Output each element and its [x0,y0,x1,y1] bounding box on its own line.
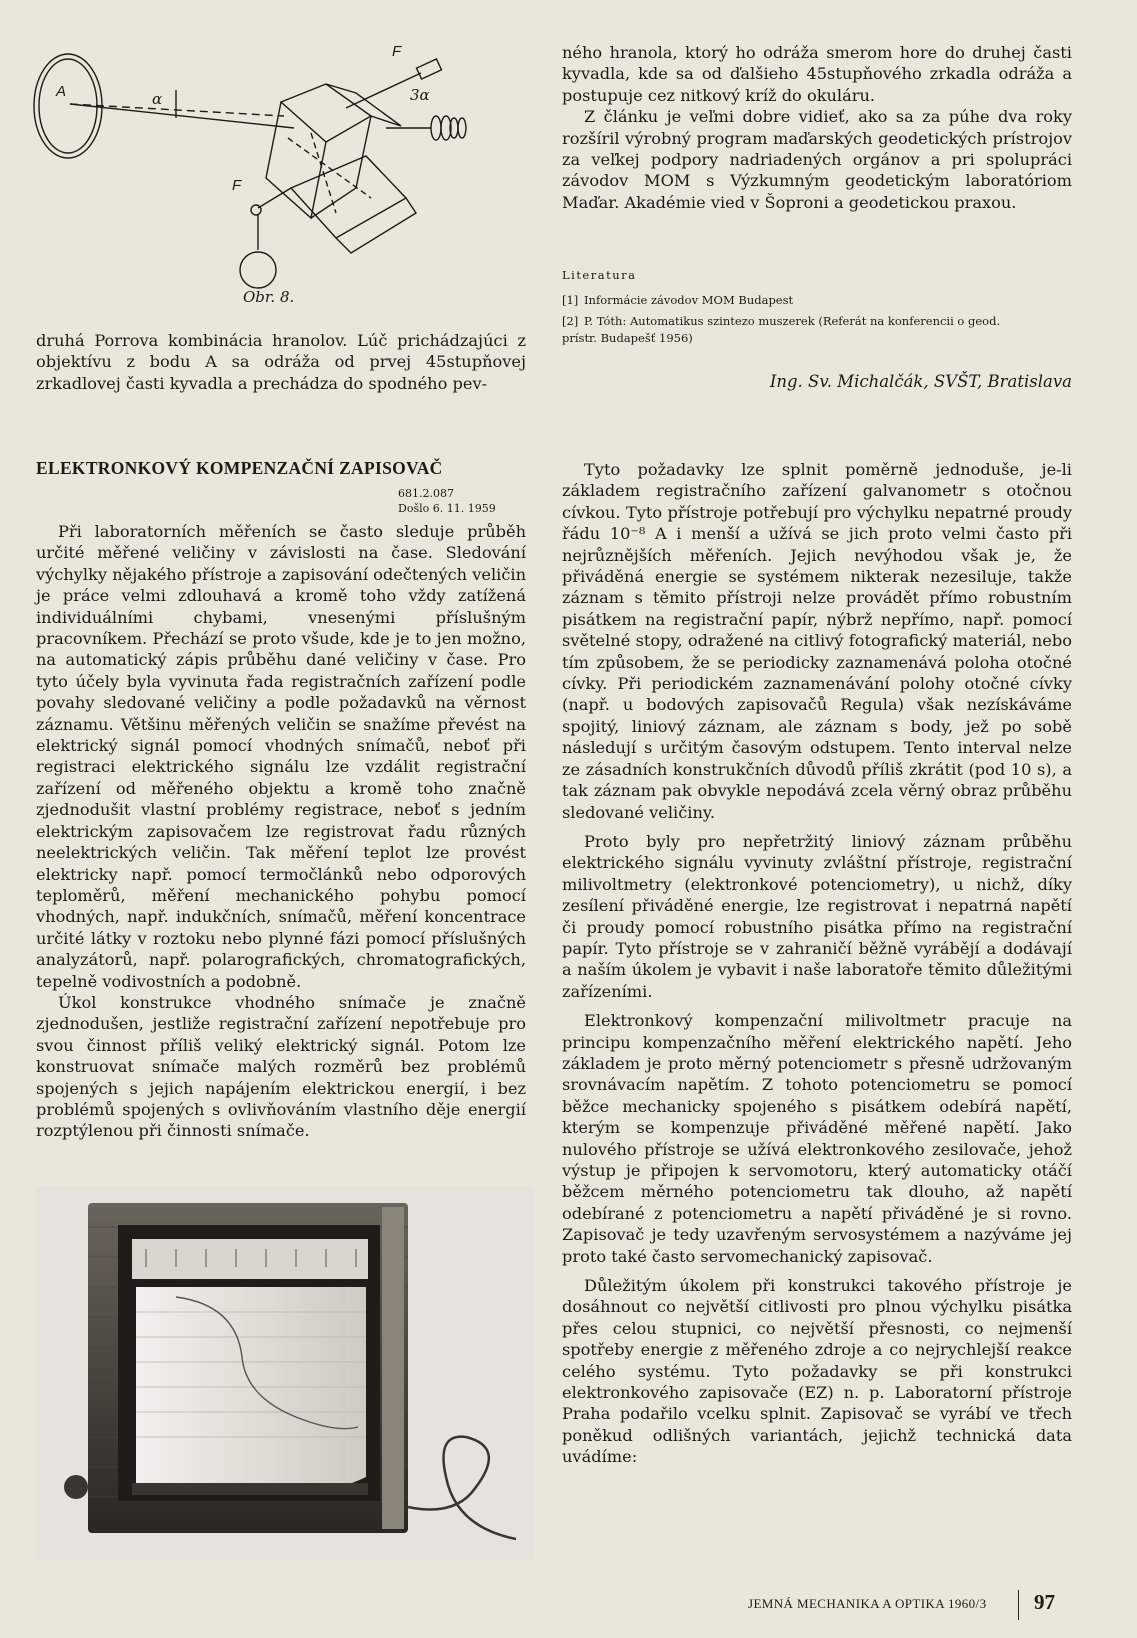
reference-item: [2] P. Tóth: Automatikus szintezo muszerek (Referát na konferencii o geod. [562,314,1001,328]
article-heading: ELEKTRONKOVÝ KOMPENZAČNÍ ZAPISOVAČ [36,458,443,478]
article-meta [398,486,496,516]
paragraph: ného hranola, ktorý ho odráža smerom hore do druhej časti kyvadla, kde sa od ďalšieho 45stupňového zrkadla odráža a postupuje cez nitkový kríž do okuláru. [562,43,1072,105]
literature-section [562,268,1072,347]
paragraph: Důležitým úkolem při konstrukci takového přístroje je dosáhnout co největší citlivosti pro plnou výchylku pisátka přes celou stupnici, co největší přesnosti, co nejmenší spotřeby energie z měřeného zdroje a co nejrychlejší reakce celého systému. Tyto požadavky se při konstrukci elektronkového zapisovače (EZ) n. p. Laboratorní přístroje Praha podařilo vcelku splnit. Zapisovač se vyrábí ve třech poněkud odlišných variantách, jejichž technická data uvádíme: [562,1276,1072,1467]
paragraph: Elektronkový kompenzační milivoltmetr pracuje na principu kompenzačního měření elektrického napětí. Jeho základem je proto měrný potenciometr s přesně udržovaným srovnávacím napětím. Z tohoto potenciometru se pomocí běžce mechanicky spojeného s pisátkem odebírá napětí, kterým se kompenzuje přiváděné měřené napětí. Jako nulového přístroje se užívá elektronkového zesilovače, jehož výstup je připojen k servomotoru, který automaticky otáčí běžcem měrného potenciometru tak dlouho, až napětí odebírané z potenciometru a napětí přiváděné je si rovno. Zapisovač je tedy uzavřeným servosystémem a nazýváme jej proto také často servomechanický zapisovač. [562,1011,1072,1266]
right-top-text [562,42,1072,213]
chart-paper-shape [136,1287,366,1490]
recorder-photo [36,1187,534,1561]
label-alpha: α [152,90,163,108]
label-f-top: F [392,43,402,60]
article-received: Došlo 6. 11. 1959 [398,502,496,515]
knob-shape [64,1475,88,1499]
page-number: 97 [1034,1590,1055,1614]
author-line: Ing. Sv. Michalčák, SVŠT, Bratislava [769,372,1072,391]
paragraph: Tyto požadavky lze splnit poměrně jednoduše, je-li základem registračního zařízení galvanometr s otočnou cívkou. Tyto přístroje potřebují pro výchylku nepatrné proudy řádu 10⁻⁸ A i menší a užívá se jich proto velmi často při nejrůznějších měřeních. Jejich nevýhodou však je, že přiváděná energie se systémem nikterak nezesiluje, takže záznam s těmito přístroji nelze provádět přímo robustním pisátkem na registrační papír, nýbrž nepřímo, např. pomocí světelné stopy, odražené na citlivý fotografický materiál, nebo tím způsobem, že se periodicky zaznamenává poloha otočné cívky. Při periodickém zaznamenávání polohy otočné cívky (např. u bodových zapisovačů Regula) však nezískáváme spojitý, liniový záznam, ale záznam s body, jež po sobě následují s určitým časovým odstupem. Tento interval nelze ze zásadních konstrukčních důvodů příliš zkrátit (pod 10 s), a tak záznam pak obvykle nepodává zcela věrný obraz průběhu sledované veličiny. [562,460,1072,822]
paragraph: Úkol konstrukce vhodného snímače je značně zjednodušen, jestliže registrační zařízení nepotřebuje pro svou činnost příliš veliký elektrický signál. Potom lze konstruovat snímače malých rozměrů bez problémů spojených s jejich napájením elektrickou energií, i bez problémů spojených s ovlivňováním vlastního děje energií rozptýlenou při činnosti snímače. [36,992,526,1141]
paragraph: druhá Porrova kombinácia hranolov. Lúč prichádzajúci z objektívu z bodu A sa odráža od prvej 45stupňovej zrkadlovej časti kyvadla a prechádza do spodného pev- [36,331,526,393]
article-code: 681.2.087 [398,487,454,500]
left-top-text [36,330,526,394]
paragraph: Při laboratorních měřeních se často sleduje průběh určité měřené veličiny v závislosti na čase. Sledování výchylky nějakého přístroje a zapisování odečtených veličin je práce velmi zdlouhavá a kromě toho vždy zatížená individuálními chybami, vnesenými příslušným pracovníkem. Přechází se proto všude, kde je to jen možno, na automatický zápis průběhu dané veličiny v čase. Pro tyto účely byla vyvinuta řada registračních zařízení podle povahy sledované veličiny a podle požadavků na věrnost záznamu. Většinu měřených veličin se snažíme převést na elektrický signál pomocí vhodných snímačů, neboť při registraci elektrického signálu lze vzdálit registrační zařízení od měřeného objektu a kromě toho značně zjednodušit vlastní problémy registrace, neboť s jedním elektrickým zapisovačem lze registrovat řadu různých neelektrických veličin. Tak měření teplot lze provést elektricky např. pomocí termočlánků nebo odporových teploměrů, měření mechanického pohybu pomocí vhodných, např. indukčních, snímačů, měření koncentrace určité látky v roztoku nebo plynné fázi pomocí příslušných analyzátorů, např. polarografických, chromatografických, tepelně vodivostních a podobně. [36,522,526,991]
article-left-column [36,521,526,1142]
article-right-column [562,459,1072,1468]
label-f-bottom: F [232,177,242,194]
pendulum-weight-shape [240,252,276,288]
label-a: A [56,83,67,100]
reference-continuation: prístr. Budapešť 1956) [562,331,693,345]
paragraph: Z článku je veľmi dobre vidieť, ako sa za púhe dva roky rozšíril výrobný program maďarských geodetických prístrojov za veľkej podpory nadriadených orgánov a pri spolupráci závodov MOM s Výzkumným geodetickým laboratóriom Maďar. Akadémie vied v Šoproni a geodetickou praxou. [562,107,1072,212]
reference-item: [1] Informácie závodov MOM Budapest [562,293,794,307]
footer-divider [1018,1590,1019,1620]
literature-title: Literatura [562,268,637,282]
paragraph: Proto byly pro nepřetržitý liniový záznam průběhu elektrického signálu vyvinuty zvláštní přístroje, registrační milivoltmetry (elektronkové potenciometry), u nichž, díky zesílení přiváděné energie, lze registrovat i nepatrná napětí či proudy pomocí robustního pisátka přímo na registrační papír. Tyto přístroje se v zahraničí běžně vyrábějí a dodávají a naším úkolem je vybavit i naše laboratoře těmito důležitými zařízeními. [562,831,1072,1001]
journal-footer: JEMNÁ MECHANIKA A OPTIKA 1960/3 [748,1596,987,1611]
label-3alpha: 3α [410,86,430,104]
figure-optical-diagram [26,38,496,308]
figure-caption: Obr. 8. [243,288,295,306]
